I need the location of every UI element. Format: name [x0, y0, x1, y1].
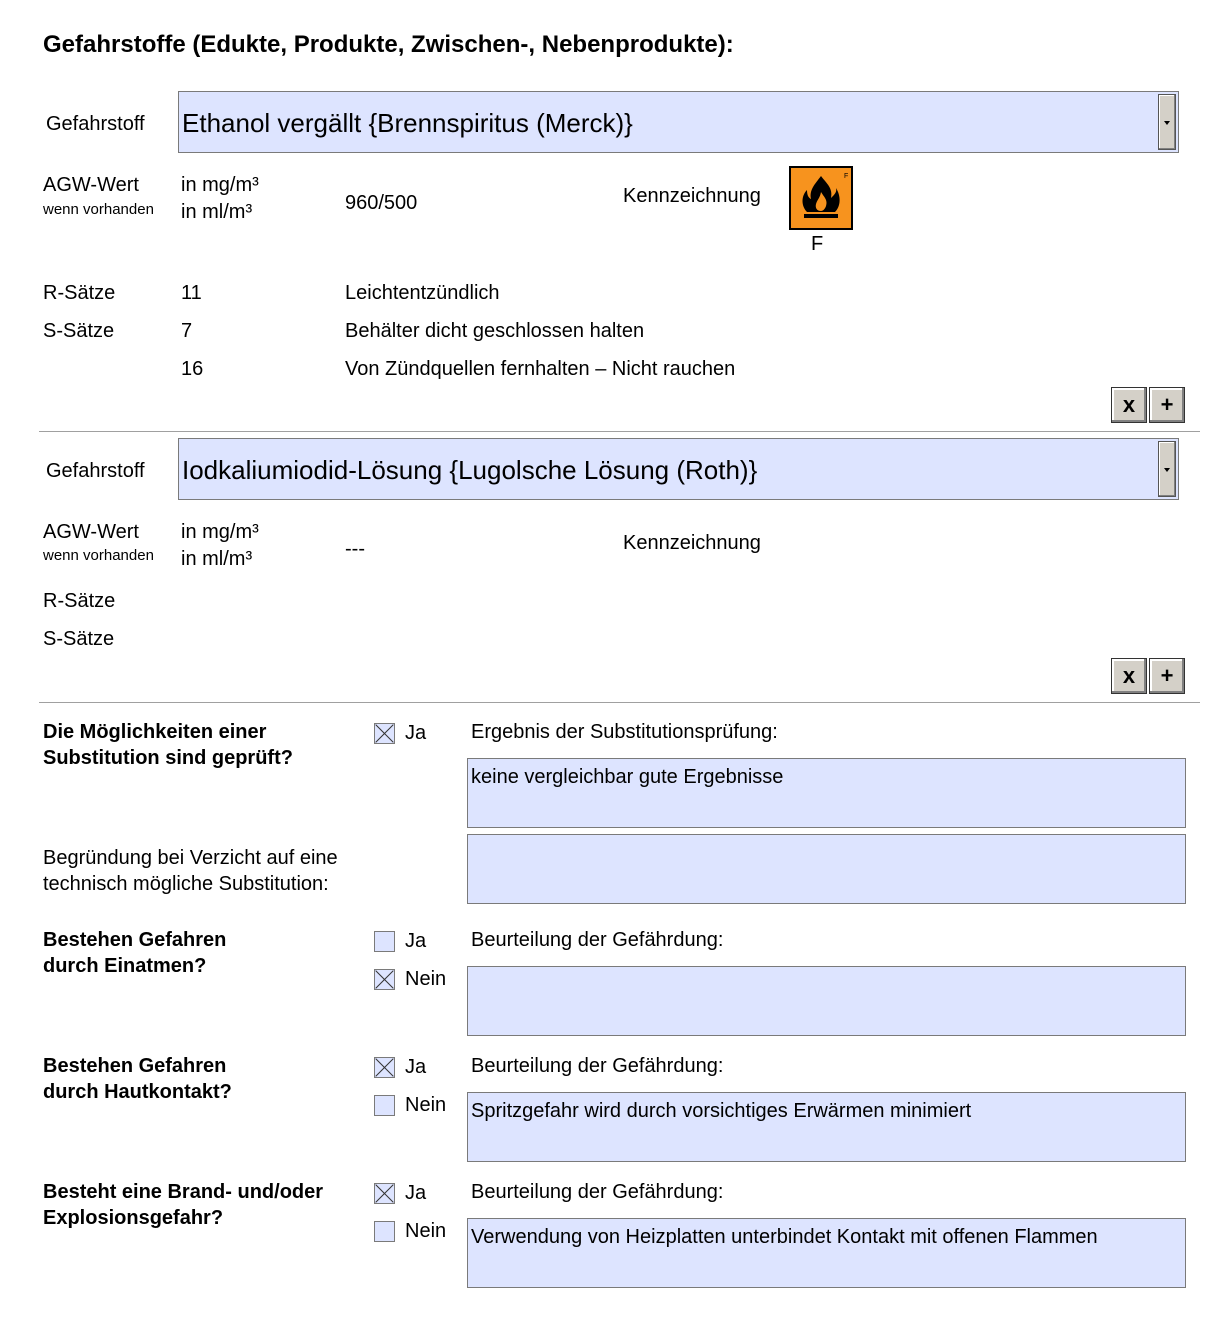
einatmen-nein-label: Nein — [405, 968, 447, 990]
hautkontakt-assessment-value: Spritzgefahr wird durch vorsichtiges Erwärmen minimiert — [471, 1100, 972, 1122]
divider — [39, 702, 1200, 703]
einatmen-question-line2: durch Einatmen? — [43, 955, 207, 977]
s-phrase-code: 7 — [181, 320, 193, 342]
reason-field[interactable] — [467, 834, 1186, 904]
brand-nein-label: Nein — [405, 1220, 447, 1242]
brand-assessment-field[interactable] — [467, 1218, 1186, 1288]
substitution-result-value: keine vergleichbar gute Ergebnisse — [471, 766, 784, 788]
einatmen-ja-checkbox[interactable] — [374, 931, 395, 952]
add-substance-button[interactable]: + — [1149, 658, 1185, 694]
gefahrstoff-label-2: Gefahrstoff — [46, 460, 145, 482]
einatmen-assessment-label: Beurteilung der Gefährdung: — [471, 929, 724, 951]
substance-select-2-value: Iodkaliumiodid-Lösung {Lugolsche Lösung (Roth)} — [182, 455, 758, 485]
brand-assessment-value: Verwendung von Heizplatten unterbindet Kontakt mit offenen Flammen — [471, 1226, 1098, 1248]
substitution-question-line1: Die Möglichkeiten einer — [43, 721, 267, 743]
r-saetze-label-2: R-Sätze — [43, 590, 116, 612]
s-saetze-label-2: S-Sätze — [43, 628, 115, 650]
einatmen-question-line1: Bestehen Gefahren — [43, 929, 227, 951]
remove-substance-button[interactable]: x — [1111, 387, 1147, 423]
s-phrase-text: Behälter dicht geschlossen halten — [345, 320, 645, 342]
brand-question-line1: Besteht eine Brand- und/oder — [43, 1181, 324, 1203]
gefahrstoff-label-1: Gefahrstoff — [46, 113, 145, 135]
substitution-question-line2: Substitution sind geprüft? — [43, 747, 293, 769]
substitution-result-field[interactable] — [467, 758, 1186, 828]
substitution-ja-checkbox[interactable] — [374, 723, 395, 744]
unit-mg-1: in mg/m³ — [181, 174, 259, 196]
substance-select-2[interactable] — [178, 438, 1179, 500]
einatmen-nein-checkbox[interactable] — [374, 969, 395, 990]
brand-nein-checkbox[interactable] — [374, 1221, 395, 1242]
brand-ja-checkbox[interactable] — [374, 1183, 395, 1204]
agw-label-2: AGW-Wert — [43, 521, 139, 543]
hazard-code-1: F — [811, 233, 824, 255]
unit-mg-2: in mg/m³ — [181, 521, 259, 543]
flame-icon — [789, 166, 853, 230]
dropdown-arrow-icon[interactable] — [1158, 441, 1176, 497]
hautkontakt-nein-checkbox[interactable] — [374, 1095, 395, 1116]
substitution-result-label: Ergebnis der Substitutionsprüfung: — [471, 721, 778, 743]
hautkontakt-nein-label: Nein — [405, 1094, 447, 1116]
substance-select-1-value: Ethanol vergällt {Brennspiritus (Merck)} — [182, 108, 633, 138]
agw-sublabel-2: wenn vorhanden — [43, 547, 154, 564]
substance-select-1[interactable] — [178, 91, 1179, 153]
s-phrase-text: Von Zündquellen fernhalten – Nicht rauchen — [345, 358, 736, 380]
agw-label-1: AGW-Wert — [43, 174, 139, 196]
hautkontakt-assessment-field[interactable] — [467, 1092, 1186, 1162]
brand-ja-label: Ja — [405, 1182, 427, 1204]
add-substance-button[interactable]: + — [1149, 387, 1185, 423]
s-saetze-label-1: S-Sätze — [43, 320, 115, 342]
hautkontakt-assessment-label: Beurteilung der Gefährdung: — [471, 1055, 724, 1077]
reason-label-line2: technisch mögliche Substitution: — [43, 873, 329, 895]
agw-value-1: 960/500 — [345, 192, 418, 214]
hautkontakt-question-line2: durch Hautkontakt? — [43, 1081, 232, 1103]
agw-value-2: --- — [345, 538, 365, 560]
agw-sublabel-1: wenn vorhanden — [43, 201, 154, 218]
kennzeichnung-label-2: Kennzeichnung — [623, 532, 761, 554]
substitution-ja-label: Ja — [405, 722, 427, 744]
r-saetze-label-1: R-Sätze — [43, 282, 116, 304]
unit-ml-1: in ml/m³ — [181, 201, 253, 223]
hautkontakt-question-line1: Bestehen Gefahren — [43, 1055, 227, 1077]
r-phrase-code: 11 — [181, 282, 202, 304]
reason-label-line1: Begründung bei Verzicht auf eine — [43, 847, 338, 869]
divider — [39, 431, 1200, 432]
s-phrase-code: 16 — [181, 358, 204, 380]
svg-text:F: F — [844, 173, 849, 180]
dropdown-arrow-icon[interactable] — [1158, 94, 1176, 150]
hautkontakt-ja-label: Ja — [405, 1056, 427, 1078]
brand-assessment-label: Beurteilung der Gefährdung: — [471, 1181, 724, 1203]
kennzeichnung-label-1: Kennzeichnung — [623, 185, 761, 207]
hautkontakt-ja-checkbox[interactable] — [374, 1057, 395, 1078]
page-title: Gefahrstoffe (Edukte, Produkte, Zwischen-, Nebenprodukte): — [43, 31, 734, 58]
r-phrase-text: Leichtentzündlich — [345, 282, 500, 304]
remove-substance-button[interactable]: x — [1111, 658, 1147, 694]
einatmen-ja-label: Ja — [405, 930, 427, 952]
unit-ml-2: in ml/m³ — [181, 548, 253, 570]
einatmen-assessment-field[interactable] — [467, 966, 1186, 1036]
brand-question-line2: Explosionsgefahr? — [43, 1207, 224, 1229]
